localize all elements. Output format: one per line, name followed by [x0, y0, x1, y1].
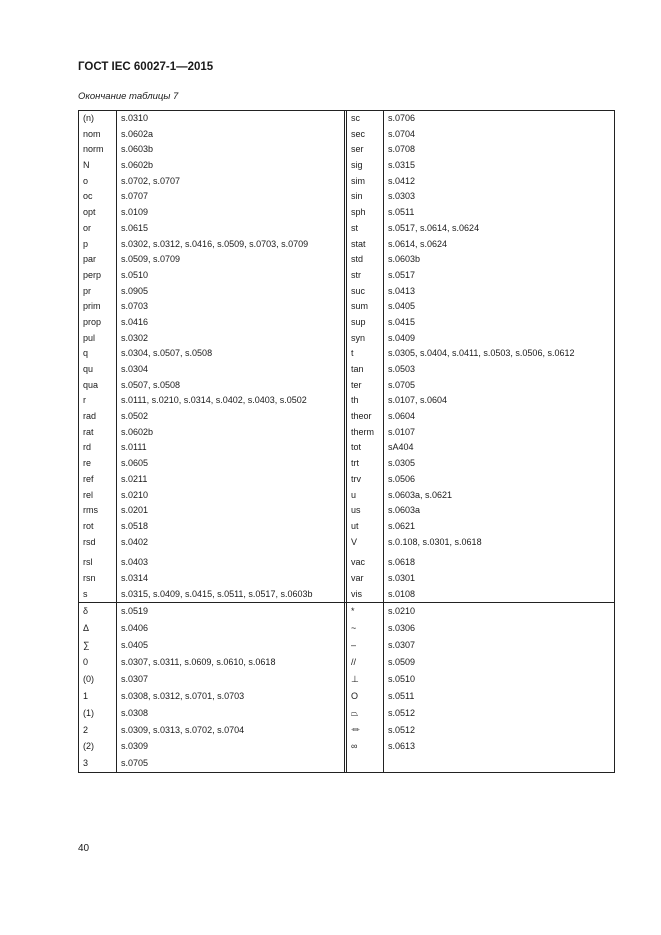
table-row	[344, 738, 615, 755]
reference-cell: s.0305	[388, 458, 416, 469]
table-row	[78, 174, 344, 190]
table-row	[344, 587, 615, 603]
table-row	[344, 409, 615, 425]
symbol-cell: re	[83, 458, 92, 469]
table-row	[78, 688, 344, 705]
symbol-cell: perp	[83, 269, 102, 280]
table-row	[344, 440, 615, 456]
table-row	[78, 555, 344, 571]
symbol-cell: N	[83, 160, 90, 171]
symbol-cell: (n)	[83, 113, 94, 123]
symbol-cell: us	[351, 505, 361, 516]
symbol-cell: rat	[83, 426, 94, 437]
symbol-cell: std	[351, 254, 364, 265]
table-row	[78, 456, 344, 472]
table-row	[78, 299, 344, 315]
symbol-cell: ⏛	[351, 724, 361, 735]
reference-cell: s.0506	[388, 473, 416, 484]
reference-cell: s.0416	[121, 316, 149, 327]
reference-cell: s.0412	[388, 175, 416, 186]
table-row	[78, 620, 344, 637]
reference-cell: s.0605	[121, 458, 149, 469]
table-row	[344, 503, 615, 519]
table-row	[344, 252, 615, 268]
reference-cell: s.0702, s.0707	[121, 175, 181, 186]
symbol-cell: rad	[83, 411, 97, 422]
table-row	[344, 362, 615, 378]
symbol-cell: Δ	[83, 623, 90, 634]
reference-cell: s.0211	[121, 473, 148, 484]
table-row	[78, 755, 344, 772]
table-row	[344, 488, 615, 504]
symbol-cell: 1	[83, 690, 89, 701]
reference-cell: s.0.108, s.0301, s.0618	[388, 536, 482, 547]
reference-cell: s.0512	[388, 707, 416, 718]
table-row	[78, 127, 344, 143]
symbol-cell: nom	[83, 128, 101, 139]
reference-cell: s.0315, s.0409, s.0415, s.0511, s.0517, s.0603b	[121, 588, 313, 599]
table-row	[78, 221, 344, 237]
symbol-cell: therm	[351, 426, 375, 437]
symbol-cell: sig	[351, 160, 363, 171]
symbol-cell: o	[83, 175, 89, 186]
reference-cell: s.0301	[388, 572, 416, 583]
table-row	[344, 205, 615, 221]
symbol-cell: 0	[83, 656, 89, 667]
symbol-cell: rot	[83, 520, 94, 531]
table-row	[78, 189, 344, 205]
symbol-cell: sim	[351, 175, 365, 186]
table-row	[78, 503, 344, 519]
symbol-cell: u	[351, 489, 357, 500]
symbol-cell: s	[83, 588, 88, 599]
table-row	[344, 315, 615, 331]
reference-cell: s.0511	[388, 207, 415, 218]
reference-cell: s.0615	[121, 222, 149, 233]
reference-cell: s.0307	[121, 673, 149, 684]
reference-cell: s.0314	[121, 572, 149, 583]
table-row	[344, 268, 615, 284]
reference-cell: s.0107	[388, 426, 416, 437]
symbol-cell: ser	[351, 144, 364, 155]
table-row	[344, 174, 615, 190]
symbol-cell: st	[351, 222, 359, 233]
document-title: ГОСТ IEC 60027-1—2015	[78, 61, 214, 73]
table-row	[344, 189, 615, 205]
reference-cell: s.0511	[388, 690, 415, 701]
reference-cell: s.0507, s.0508	[121, 379, 181, 390]
table-row	[78, 637, 344, 654]
table-section-signs	[78, 603, 615, 772]
table-row	[78, 268, 344, 284]
reference-cell: sA404	[388, 442, 414, 453]
symbol-cell: ⊥	[351, 673, 359, 684]
table-row	[344, 425, 615, 441]
reference-cell: s.0310	[121, 113, 149, 123]
reference-cell: s.0413	[388, 285, 416, 296]
symbol-cell: t	[351, 348, 354, 359]
reference-cell: s.0509, s.0709	[121, 254, 181, 265]
table-row	[78, 654, 344, 671]
reference-cell: s.0302	[121, 332, 149, 343]
symbol-cell: trv	[351, 473, 361, 484]
symbol-cell: ter	[351, 379, 362, 390]
symbol-cell: sc	[351, 113, 360, 123]
symbol-cell: norm	[83, 144, 104, 155]
table-row	[344, 637, 615, 654]
table-row	[344, 378, 615, 394]
table-row	[344, 472, 615, 488]
table-row	[344, 456, 615, 472]
table-row	[78, 472, 344, 488]
symbol-cell: O	[351, 690, 359, 701]
table-row	[78, 378, 344, 394]
reference-cell: s.0107, s.0604	[388, 395, 448, 406]
symbol-cell: (1)	[83, 707, 94, 718]
symbol-cell: rsn	[83, 572, 96, 583]
left-column	[78, 111, 344, 602]
table-row	[78, 519, 344, 535]
table-row	[78, 409, 344, 425]
table-row	[344, 555, 615, 571]
symbol-cell: prop	[83, 316, 102, 327]
symbol-cell: δ	[83, 606, 89, 617]
symbol-cell: or	[83, 222, 92, 233]
symbol-cell: –	[351, 640, 357, 651]
table-row	[344, 237, 615, 253]
reference-cell: s.0703	[121, 301, 149, 312]
table-row	[344, 299, 615, 315]
reference-cell: s.0603b	[388, 254, 421, 265]
table-row	[344, 393, 615, 409]
reference-cell: s.0602b	[121, 160, 154, 171]
table-row	[78, 252, 344, 268]
symbol-cell: str	[351, 269, 361, 280]
table-row	[344, 722, 615, 739]
reference-cell: s.0409	[388, 332, 416, 343]
table-row	[78, 237, 344, 253]
table-row	[344, 111, 615, 127]
symbols-table	[78, 110, 615, 773]
reference-cell: s.0309	[121, 741, 149, 752]
symbol-cell: (2)	[83, 741, 94, 752]
symbol-cell: oc	[83, 191, 93, 202]
table-row	[78, 425, 344, 441]
symbol-cell: sup	[351, 316, 366, 327]
symbol-cell: r	[83, 395, 86, 406]
reference-cell: s.0307, s.0311, s.0609, s.0610, s.0618	[121, 656, 276, 667]
reference-cell: s.0306	[388, 623, 416, 634]
reference-cell: s.0705	[388, 379, 416, 390]
table-row	[78, 205, 344, 221]
symbol-cell: ut	[351, 520, 359, 531]
table-row	[78, 738, 344, 755]
table-row	[78, 440, 344, 456]
symbol-cell: prim	[83, 301, 101, 312]
symbol-cell: p	[83, 238, 89, 249]
reference-cell: s.0405	[388, 301, 416, 312]
left-column	[78, 603, 344, 772]
table-row	[78, 722, 344, 739]
table-row	[78, 488, 344, 504]
reference-cell: s.0210	[121, 489, 149, 500]
table-row	[344, 127, 615, 143]
symbol-cell: rel	[83, 489, 94, 500]
table-row	[344, 221, 615, 237]
reference-cell: s.0502	[121, 411, 149, 422]
table-row	[344, 519, 615, 535]
table-row	[78, 603, 344, 620]
reference-cell: s.0613	[388, 741, 416, 752]
table-row	[78, 142, 344, 158]
table-row	[78, 362, 344, 378]
reference-cell: s.0402	[121, 536, 149, 547]
reference-cell: s.0618	[388, 557, 416, 568]
table-row	[78, 705, 344, 722]
reference-cell: s.0905	[121, 285, 149, 296]
reference-cell: s.0403	[121, 557, 149, 568]
symbol-cell: tan	[351, 364, 364, 374]
symbol-cell: tot	[351, 442, 362, 453]
symbol-cell: vis	[351, 588, 362, 599]
symbol-cell: opt	[83, 207, 96, 218]
symbol-cell: rms	[83, 505, 98, 516]
symbol-cell: suc	[351, 285, 366, 296]
reference-cell: s.0602b	[121, 426, 154, 437]
table-row	[344, 620, 615, 637]
reference-cell: s.0315	[388, 160, 416, 171]
reference-cell: s.0706	[388, 113, 416, 123]
table-row	[344, 535, 615, 551]
reference-cell: s.0405	[121, 640, 149, 651]
table-row	[344, 142, 615, 158]
table-row	[78, 393, 344, 409]
symbol-cell: var	[351, 572, 364, 583]
symbol-cell: rsl	[83, 557, 93, 568]
symbol-cell: ref	[83, 473, 94, 484]
symbol-cell: ∞	[351, 741, 358, 752]
table-row	[78, 284, 344, 300]
table-row	[344, 654, 615, 671]
reference-cell: s.0308, s.0312, s.0701, s.0703	[121, 690, 245, 701]
symbol-cell: syn	[351, 332, 366, 343]
table-row	[78, 571, 344, 587]
symbol-cell: ~	[351, 623, 357, 634]
reference-cell: s.0307	[388, 640, 416, 651]
symbol-cell: (0)	[83, 673, 94, 684]
reference-cell: s.0518	[121, 520, 149, 531]
reference-cell: s.0309, s.0313, s.0702, s.0704	[121, 724, 245, 735]
reference-cell: s.0603a, s.0621	[388, 489, 453, 500]
symbol-cell: //	[351, 656, 357, 667]
reference-cell: s.0602a	[121, 128, 154, 139]
reference-cell: s.0510	[121, 269, 149, 280]
table-row	[344, 346, 615, 362]
table-row	[78, 331, 344, 347]
symbol-cell: qua	[83, 379, 99, 390]
reference-cell: s.0302, s.0312, s.0416, s.0509, s.0703, s.0709	[121, 238, 309, 249]
symbol-cell: sin	[351, 191, 363, 202]
table-row	[344, 603, 615, 620]
table-caption: Окончание таблицы 7	[78, 91, 179, 102]
reference-cell: s.0510	[388, 673, 416, 684]
table-row	[78, 587, 344, 603]
symbol-cell: rsd	[83, 536, 96, 547]
reference-cell: s.0503	[388, 364, 416, 374]
table-row	[344, 705, 615, 722]
reference-cell: s.0604	[388, 411, 416, 422]
reference-cell: s.0603a	[388, 505, 421, 516]
symbol-cell: qu	[83, 364, 94, 374]
symbol-cell: sph	[351, 207, 366, 218]
symbol-cell: th	[351, 395, 359, 406]
table-row	[78, 111, 344, 127]
reference-cell: s.0517, s.0614, s.0624	[388, 222, 480, 233]
reference-cell: s.0509	[388, 656, 416, 667]
right-column	[344, 111, 615, 602]
table-row	[78, 671, 344, 688]
symbol-cell: sum	[351, 301, 369, 312]
reference-cell: s.0707	[121, 191, 149, 202]
reference-cell: s.0303	[388, 191, 416, 202]
symbol-cell: 3	[83, 758, 89, 769]
table-row	[78, 346, 344, 362]
reference-cell: s.0512	[388, 724, 416, 735]
table-row	[344, 158, 615, 174]
table-section-letters	[78, 111, 615, 602]
reference-cell: s.0111, s.0210, s.0314, s.0402, s.0403, s.0502	[121, 395, 307, 406]
table-row	[344, 671, 615, 688]
table-row	[344, 688, 615, 705]
symbol-cell: q	[83, 348, 89, 359]
symbol-cell: 2	[83, 724, 89, 735]
symbol-cell: pul	[83, 332, 96, 343]
reference-cell: s.0210	[388, 606, 416, 617]
table-row	[344, 331, 615, 347]
symbol-cell: V	[351, 536, 358, 547]
right-column	[344, 603, 615, 772]
reference-cell: s.0517	[388, 269, 416, 280]
reference-cell: s.0621	[388, 520, 416, 531]
reference-cell: s.0415	[388, 316, 416, 327]
symbol-cell: trt	[351, 458, 359, 469]
symbol-cell: ⏢	[351, 707, 359, 718]
reference-cell: s.0111	[121, 442, 147, 453]
reference-cell: s.0308	[121, 707, 149, 718]
table-row	[78, 315, 344, 331]
symbol-cell: theor	[351, 411, 372, 422]
symbol-cell: *	[351, 606, 355, 617]
symbol-cell: par	[83, 254, 97, 265]
reference-cell: s.0519	[121, 606, 149, 617]
reference-cell: s.0305, s.0404, s.0411, s.0503, s.0506, s.0612	[388, 348, 575, 359]
reference-cell: s.0109	[121, 207, 149, 218]
reference-cell: s.0603b	[121, 144, 154, 155]
reference-cell: s.0704	[388, 128, 416, 139]
table-row	[344, 571, 615, 587]
reference-cell: s.0304	[121, 364, 149, 374]
reference-cell: s.0614, s.0624	[388, 238, 448, 249]
table-row	[344, 284, 615, 300]
reference-cell: s.0708	[388, 144, 416, 155]
reference-cell: s.0304, s.0507, s.0508	[121, 348, 213, 359]
symbol-cell: stat	[351, 238, 366, 249]
symbol-cell: pr	[83, 285, 92, 296]
reference-cell: s.0705	[121, 758, 149, 769]
reference-cell: s.0201	[121, 505, 149, 516]
table-row	[78, 535, 344, 551]
reference-cell: s.0108	[388, 588, 416, 599]
symbol-cell: ∑	[83, 640, 90, 651]
symbol-cell: rd	[83, 442, 92, 453]
symbol-cell: sec	[351, 128, 366, 139]
reference-cell: s.0406	[121, 623, 149, 634]
symbol-cell: vac	[351, 557, 366, 568]
table-row	[78, 158, 344, 174]
page-number: 40	[78, 843, 90, 854]
